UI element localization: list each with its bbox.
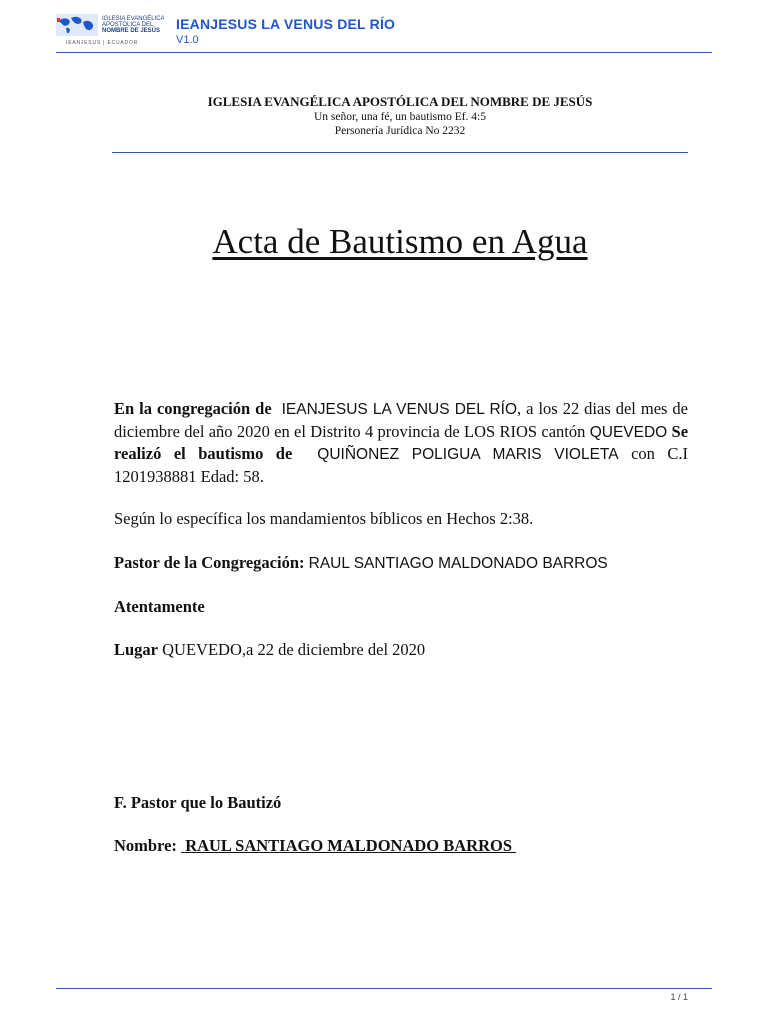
name-label: Nombre: — [114, 836, 177, 855]
place-value: QUEVEDO,a 22 de diciembre del 2020 — [162, 640, 426, 659]
logo-footer: IEANJESUS | ECUADOR — [66, 40, 139, 46]
pastor-line — [114, 552, 688, 575]
church-motto: Un señor, una fé, un bautismo Ef. 4:5 — [313, 111, 486, 123]
signature-label: F. Pastor que lo Bautizó — [114, 793, 282, 812]
document-title: Acta de Bautismo en Agua — [212, 222, 588, 261]
date-text: , a los 22 dias del mes de diciembre del año 2020 en el Distrito 4 provincia de LOS RIOS cantón — [114, 399, 689, 441]
baptism-label: Se realizó el bautismo de — [114, 421, 689, 463]
person-name: QUIÑONEZ POLIGUA MARIS VIOLETA — [317, 446, 619, 463]
header-divider — [56, 52, 712, 53]
canton-value: QUEVEDO — [589, 423, 668, 441]
pastor-label: Pastor de la Congregación: — [114, 553, 305, 572]
baptism-paragraph — [114, 398, 688, 487]
header-version: V1.0 — [176, 34, 199, 46]
name-value — [181, 836, 516, 855]
closing-line: Atentamente — [114, 597, 205, 616]
header-title: IEANJESUS LA VENUS DEL RÍO — [176, 16, 396, 32]
heading-divider — [112, 152, 688, 153]
logo-line-2: APOSTÓLICA DEL — [102, 22, 154, 28]
scripture-line: Según lo específica los mandamientos bíblicos en Hechos 2:38. — [114, 509, 534, 528]
church-legal: Personería Jurídica No 2232 — [334, 125, 466, 137]
place-label: Lugar — [114, 640, 159, 659]
footer-divider — [56, 988, 712, 989]
logo-line-3: NOMBRE DE JESÚS — [102, 28, 161, 34]
place-line — [114, 639, 688, 661]
church-logo — [56, 12, 164, 46]
world-map-icon — [56, 12, 164, 46]
pastor-name: RAUL SANTIAGO MALDONADO BARROS — [308, 555, 608, 572]
name-line — [114, 835, 688, 857]
intro-label: En la congregación de — [114, 399, 272, 418]
page-number: 1 / 1 — [670, 992, 688, 1002]
id-text: con C.I 1201938881 Edad: 58. — [114, 444, 689, 486]
congregation-value: IEANJESUS LA VENUS DEL RÍO — [281, 401, 518, 418]
name-value-text: RAUL SANTIAGO MALDONADO BARROS — [185, 836, 513, 855]
logo-line-1: IGLESIA EVANGÉLICA — [102, 16, 164, 22]
church-heading — [112, 94, 688, 138]
church-name: IGLESIA EVANGÉLICA APOSTÓLICA DEL NOMBRE DE JESÚS — [207, 94, 593, 109]
